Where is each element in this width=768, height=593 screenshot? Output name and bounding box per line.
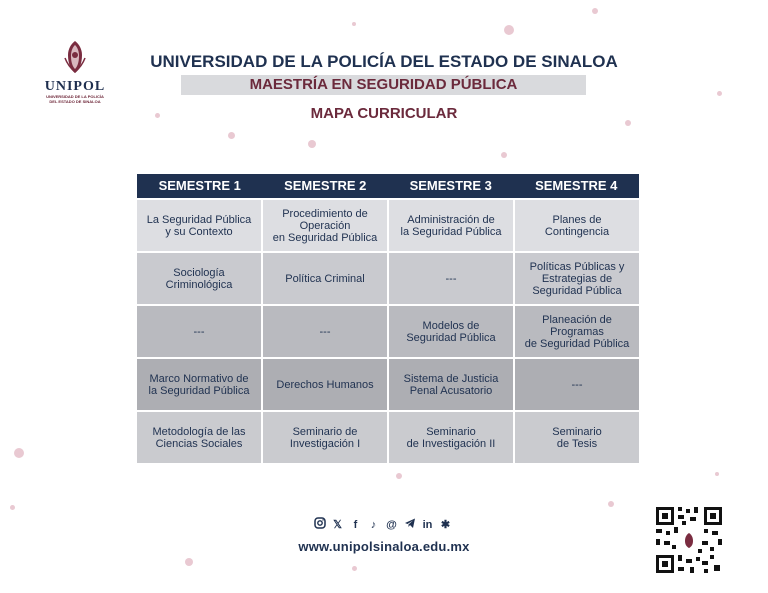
table-row	[137, 253, 639, 304]
qr-code-icon[interactable]	[654, 505, 724, 575]
course-cell: ---	[515, 359, 639, 410]
table-row	[137, 200, 639, 251]
decorative-dot	[308, 140, 316, 148]
decorative-dot	[504, 25, 514, 35]
table-row	[137, 306, 639, 357]
course-cell: ---	[389, 253, 513, 304]
decorative-dot	[715, 472, 719, 476]
social-icons	[313, 518, 452, 532]
telegram-icon[interactable]	[403, 517, 416, 533]
course-cell: Planes de Contingencia	[515, 200, 639, 251]
decorative-dot	[396, 473, 402, 479]
decorative-dot	[352, 566, 357, 571]
decorative-dot	[14, 448, 24, 458]
course-cell: Políticas Públicas y Estrategias de Seguridad Pública	[515, 253, 639, 304]
facebook-icon[interactable]: f	[353, 519, 358, 531]
course-cell: Planeación de Programas de Seguridad Pública	[515, 306, 639, 357]
course-cell: Procedimiento de Operación en Seguridad Pública	[263, 200, 387, 251]
semester-header: SEMESTRE 1	[158, 178, 241, 193]
course-cell: Derechos Humanos	[263, 359, 387, 410]
decorative-dot	[717, 91, 722, 96]
course-cell: Marco Normativo de la Seguridad Pública	[137, 359, 261, 410]
course-cell: Sociología Criminológica	[137, 253, 261, 304]
linkedin-icon[interactable]: in	[422, 519, 433, 531]
course-cell: Modelos de Seguridad Pública	[389, 306, 513, 357]
decorative-dot	[592, 8, 598, 14]
course-cell: Sistema de Justicia Penal Acusatorio	[389, 359, 513, 410]
instagram-icon[interactable]	[313, 517, 326, 533]
course-cell: Seminario de Investigación II	[389, 412, 513, 463]
table-header-row	[137, 174, 639, 198]
bluesky-icon[interactable]: ✱	[440, 519, 451, 531]
decorative-dot	[10, 505, 15, 510]
curriculum-table	[137, 174, 639, 463]
decorative-dot	[608, 501, 614, 507]
document-title: MAPA CURRICULAR	[310, 105, 458, 122]
program-title: MAESTRÍA EN SEGURIDAD PÚBLICA	[181, 75, 586, 95]
course-cell: Metodología de las Ciencias Sociales	[137, 412, 261, 463]
semester-header: SEMESTRE 3	[409, 178, 492, 193]
course-cell: Política Criminal	[263, 253, 387, 304]
logo-subtitle-line2: DEL ESTADO DE SINALOA	[49, 99, 101, 104]
table-row	[137, 359, 639, 410]
threads-icon[interactable]: @	[386, 519, 397, 531]
course-cell: La Seguridad Pública y su Contexto	[137, 200, 261, 251]
decorative-dot	[501, 152, 507, 158]
decorative-dot	[185, 558, 193, 566]
website-link[interactable]: www.unipolsinaloa.edu.mx	[298, 539, 470, 554]
logo-subtitle-line1: UNIVERSIDAD DE LA POLICÍA	[46, 94, 104, 99]
course-cell: ---	[263, 306, 387, 357]
tiktok-icon[interactable]: ♪	[370, 519, 377, 531]
course-cell: Seminario de Tesis	[515, 412, 639, 463]
course-cell: Administración de la Seguridad Pública	[389, 200, 513, 251]
x-icon[interactable]: 𝕏	[333, 519, 342, 531]
course-cell: ---	[137, 306, 261, 357]
semester-header: SEMESTRE 2	[284, 178, 367, 193]
logo-name: UNIPOL	[44, 79, 106, 94]
semester-header: SEMESTRE 4	[535, 178, 618, 193]
course-cell: Seminario de Investigación I	[263, 412, 387, 463]
table-row	[137, 412, 639, 463]
decorative-dot	[352, 22, 356, 26]
decorative-dot	[228, 132, 235, 139]
university-title: UNIVERSIDAD DE LA POLICÍA DEL ESTADO DE SINALOA	[150, 52, 618, 71]
